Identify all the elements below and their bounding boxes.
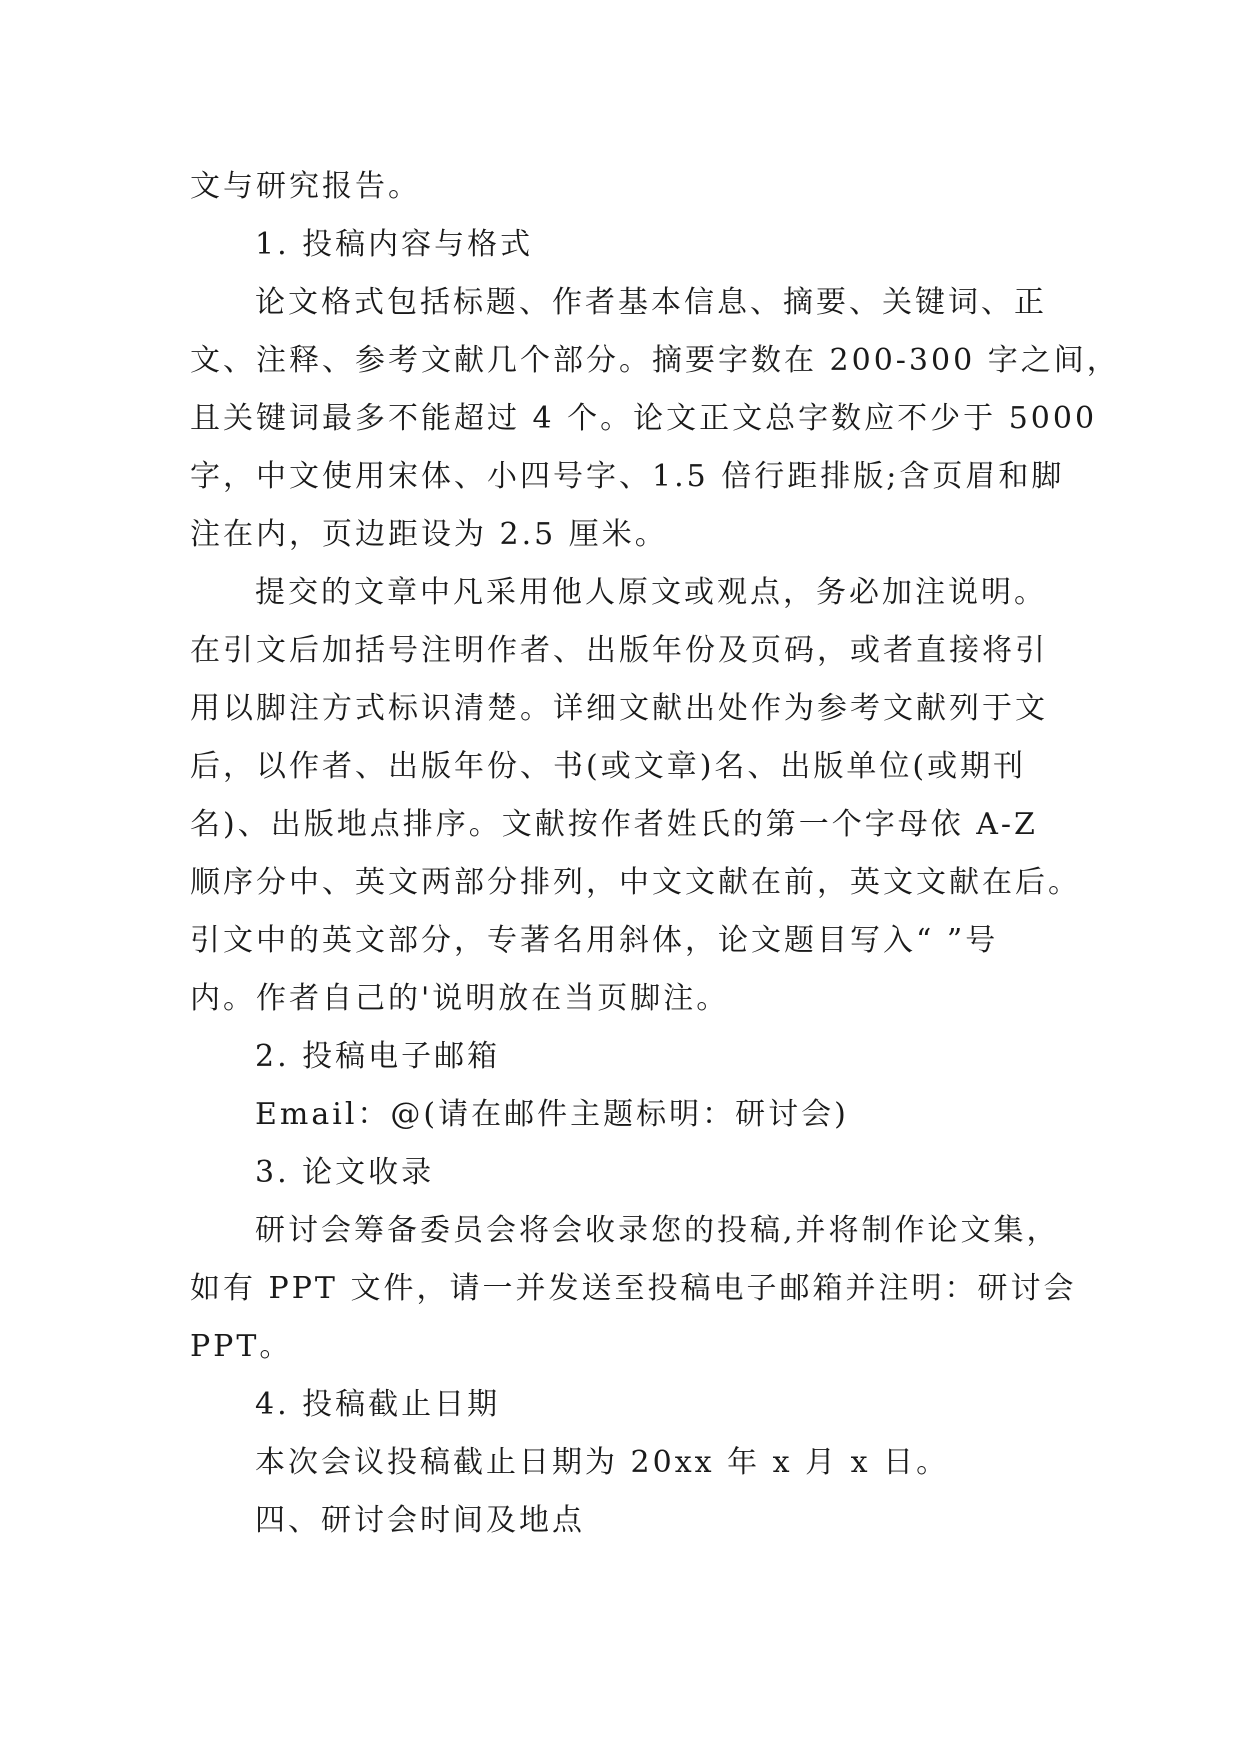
paragraph-line: 研讨会筹备委员会将会收录您的投稿,并将制作论文集， bbox=[255, 1213, 1060, 1248]
paragraph-line: 用以脚注方式标识清楚。详细文献出处作为参考文献列于文 bbox=[190, 691, 1048, 726]
email-line: Email：@(请在邮件主题标明：研讨会) bbox=[255, 1097, 849, 1132]
paragraph-line: 文与研究报告。 bbox=[190, 169, 421, 204]
paragraph-line: 引文中的英文部分，专著名用斜体，论文题目写入“ ”号 bbox=[190, 923, 999, 958]
paragraph-line: 论文格式包括标题、作者基本信息、摘要、关键词、正 bbox=[255, 285, 1047, 320]
paragraph-line: 内。作者自己的'说明放在当页脚注。 bbox=[190, 981, 730, 1016]
paragraph-line: 注在内，页边距设为 2.5 厘米。 bbox=[190, 517, 668, 552]
paragraph-line: 且关键词最多不能超过 4 个。论文正文总字数应不少于 5000 bbox=[190, 401, 1098, 436]
paragraph-line: 在引文后加括号注明作者、出版年份及页码，或者直接将引 bbox=[190, 633, 1048, 668]
paragraph-line: 名)、出版地点排序。文献按作者姓氏的第一个字母依 A-Z bbox=[190, 807, 1038, 842]
section-heading: 3. 论文收录 bbox=[255, 1155, 435, 1190]
paragraph-line: 顺序分中、英文两部分排列，中文文献在前，英文文献在后。 bbox=[190, 865, 1081, 900]
section-heading: 2. 投稿电子邮箱 bbox=[255, 1039, 501, 1074]
paragraph-line: 提交的文章中凡采用他人原文或观点，务必加注说明。 bbox=[255, 575, 1047, 610]
paragraph-line: 文、注释、参考文献几个部分。摘要字数在 200-300 字之间， bbox=[190, 343, 1120, 378]
paragraph-line: 字，中文使用宋体、小四号字、1.5 倍行距排版;含页眉和脚 bbox=[190, 459, 1065, 494]
paragraph-line: 后，以作者、出版年份、书(或文章)名、出版单位(或期刊 bbox=[190, 749, 1027, 784]
section-heading: 四、研讨会时间及地点 bbox=[255, 1503, 585, 1538]
section-heading: 1. 投稿内容与格式 bbox=[255, 227, 534, 262]
section-heading: 4. 投稿截止日期 bbox=[255, 1387, 501, 1422]
paragraph-line: PPT。 bbox=[190, 1329, 293, 1364]
paragraph-line: 如有 PPT 文件，请一并发送至投稿电子邮箱并注明：研讨会 bbox=[190, 1271, 1077, 1306]
paragraph-line: 本次会议投稿截止日期为 20xx 年 x 月 x 日。 bbox=[255, 1445, 950, 1480]
